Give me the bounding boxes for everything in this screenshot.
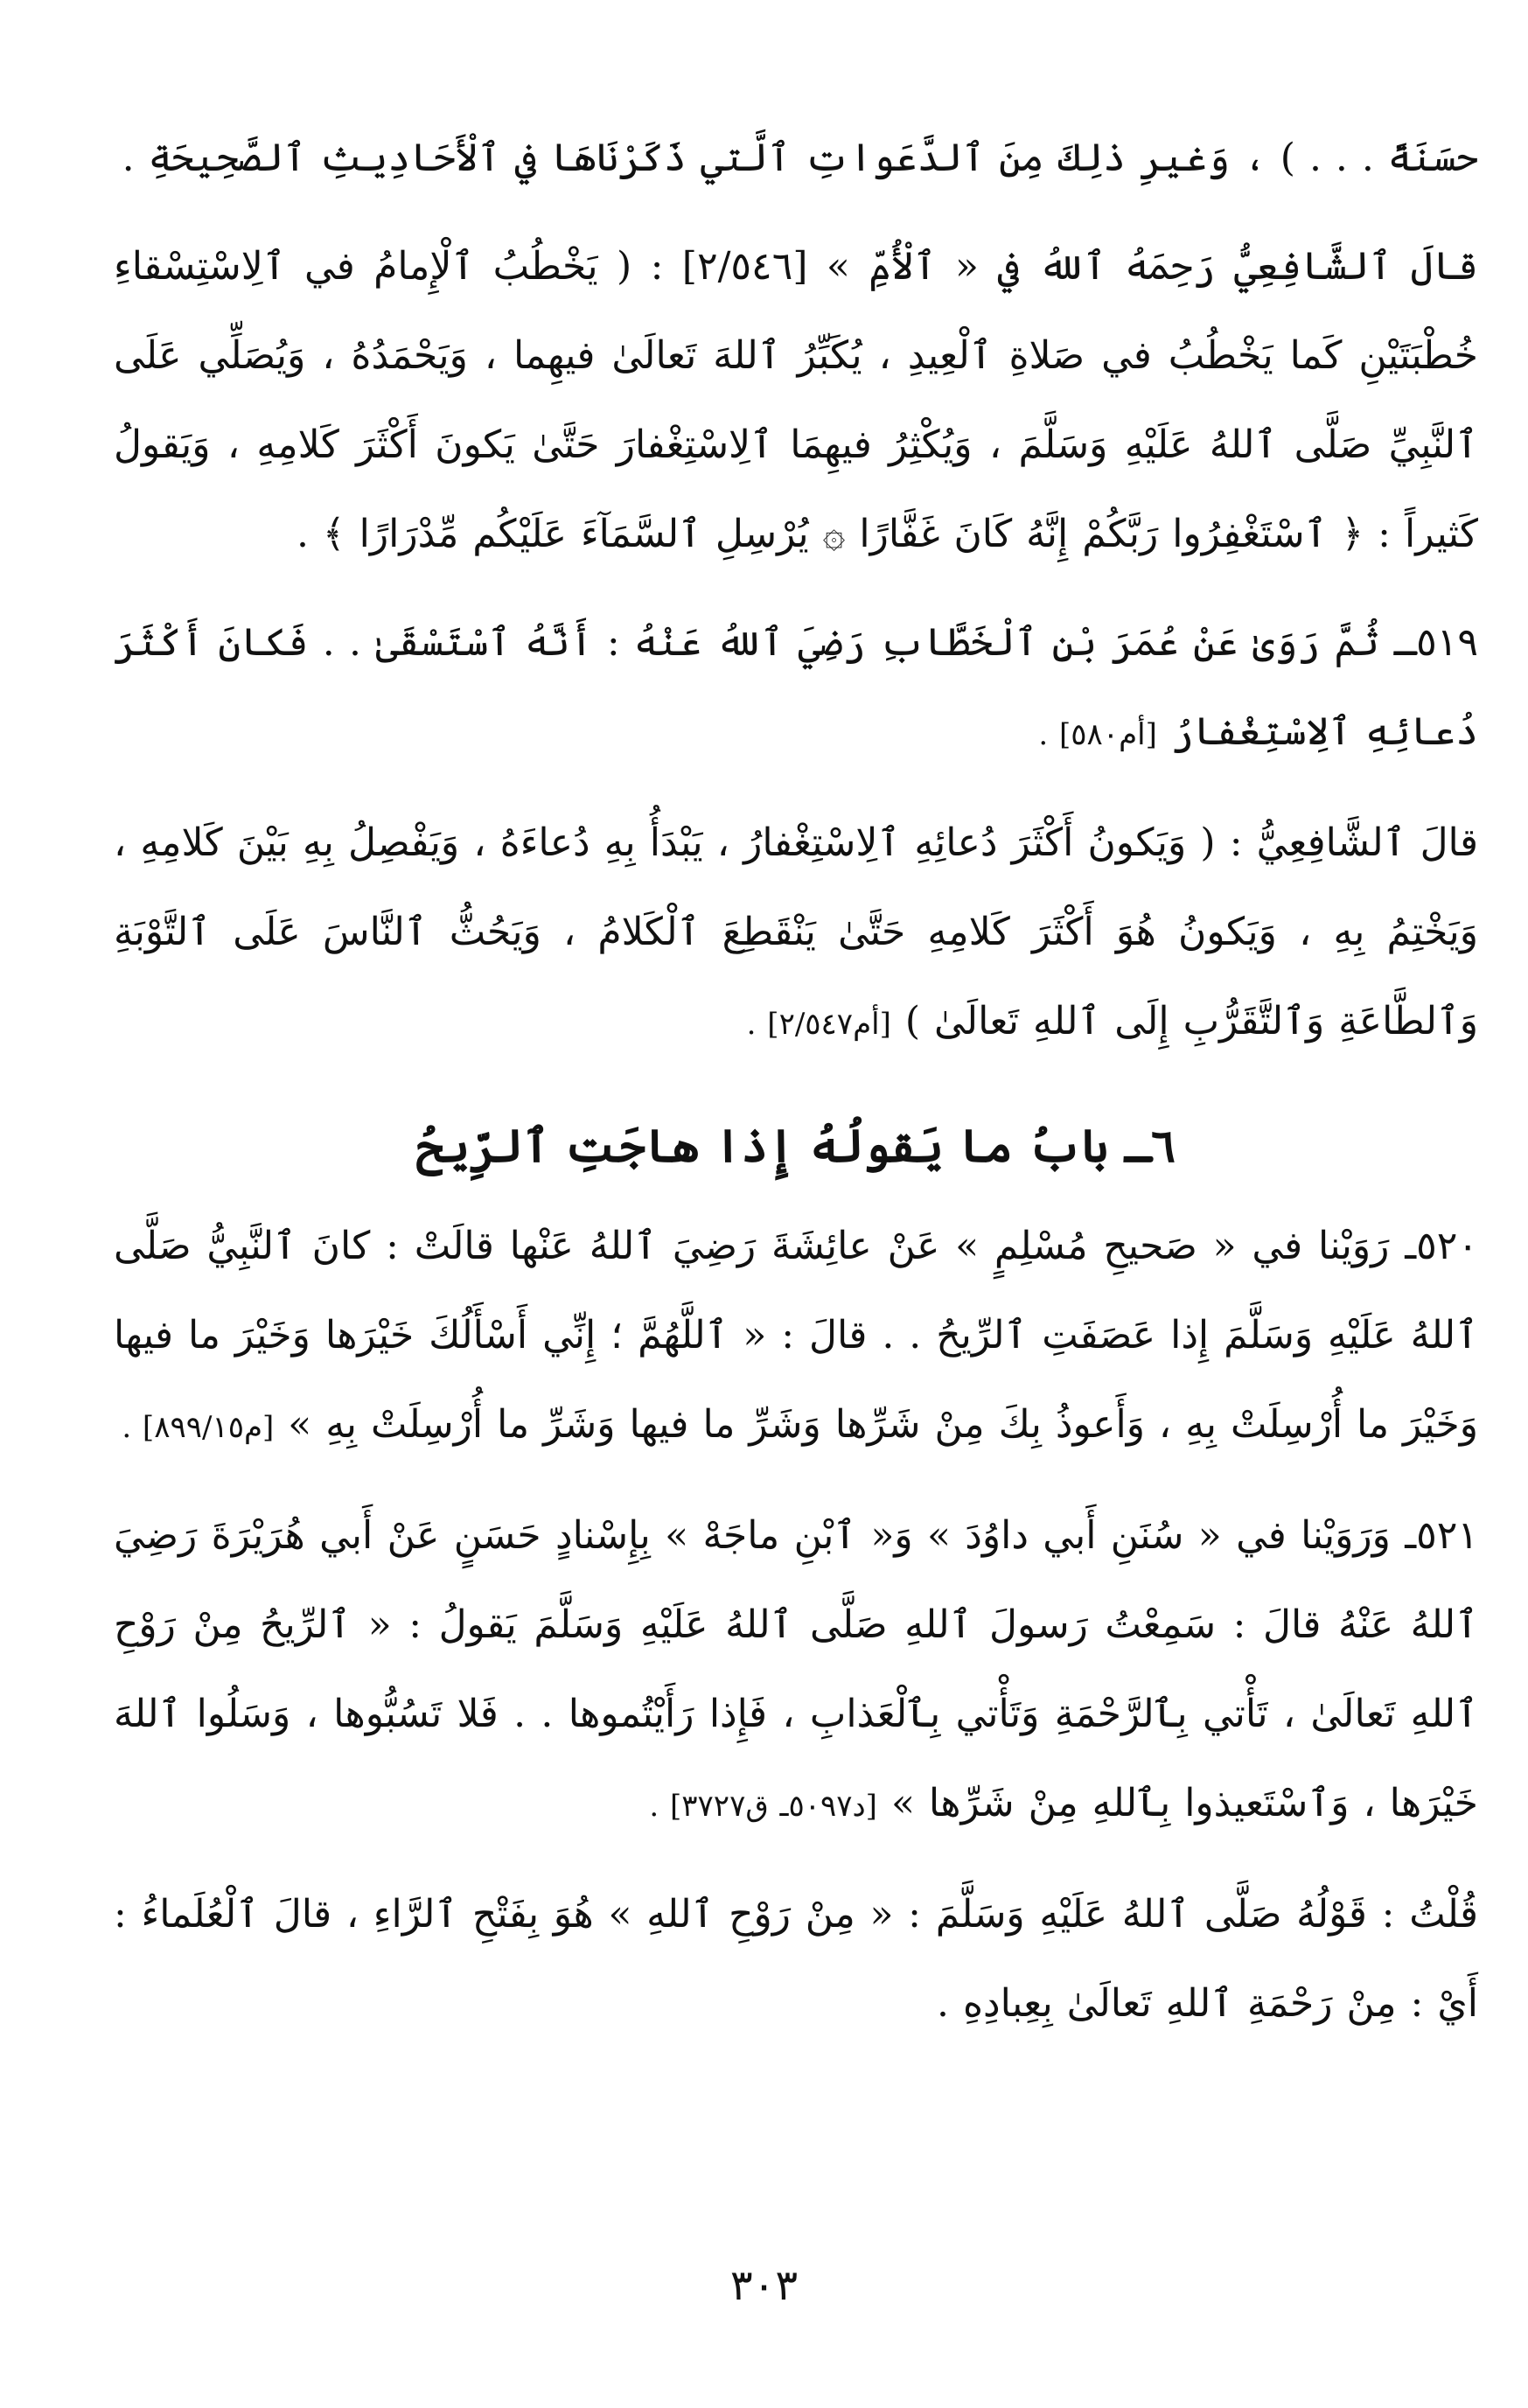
source-reference: [م٨٩٩/١٥] . — [122, 1410, 275, 1445]
paragraph-shafii-quote — [114, 222, 1478, 579]
source-reference: [أم٢/٥٤٧] . — [746, 1007, 891, 1042]
paragraph-text: ٥١٩ـ ثُمَّ رَوَىٰ عَنْ عُمَرَ بْنِ ٱلْخَطَّابِ رَضِيَ ٱللهُ عَنْهُ : أَنَّهُ ٱسْتَسْقَىٰ . . فَكانَ أَكْثَرَ دُعائِهِ ٱلِاسْتِغْفارُ — [114, 620, 1478, 754]
paragraph-text: حسَنَةً . . . ) ، وَغيرِ ذلِكَ مِنَ ٱلدَّعَواتِ ٱلَّتي ذَكَرْنَاهَا في ٱلْأَحَادِيثِ ٱلصَّحِيحَةِ . — [122, 136, 1478, 180]
chapter-heading: ٦ـ بابُ ما يَقولُهُ إِذا هاجَتِ ٱلرِّيحُ — [416, 1120, 1176, 1173]
page-number: ٣٠٣ — [729, 2261, 799, 2310]
hadith-519 — [114, 598, 1478, 779]
source-reference: [أم٥٨٠] . — [1038, 717, 1157, 752]
paragraph-shafii-comment — [114, 799, 1478, 1069]
paragraph-explanation — [114, 1870, 1478, 2049]
paragraph-text: قالَ ٱلشَّافِعِيُّ : ( وَيَكونُ أَكْثَرَ دُعائِهِ ٱلِاسْتِغْفارُ ، يَبْدَأُ بِهِ دُعاءَهُ ، وَيَفْصِلُ بِهِ بَيْنَ كَلامِهِ ، وَيَخْتِمُ بِهِ ، وَيَكونُ هُوَ أَكْثَرَ كَلامِهِ حَتَّىٰ يَنْقَطِعَ ٱلْكَلامُ ، وَيَحُثُّ ٱلنَّاسَ عَلَى ٱلتَّوْبَةِ وَٱلطَّاعَةِ وَٱلتَّقَرُّبِ إِلَى ٱللهِ تَعالَىٰ ) — [114, 820, 1478, 1043]
paragraph-text: قالَ ٱلشَّافِعِيُّ رَحِمَهُ ٱللهُ في « ٱلْأُمِّ » [٢/٥٤٦] : ( يَخْطُبُ ٱلْإِمامُ في ٱلِاسْتِسْقاءِ خُطْبَتَيْنِ كَما يَخْطُبُ في صَلاةِ ٱلْعِيدِ ، يُكَبِّرُ ٱللهَ تَعالَىٰ فيهِما ، وَيَحْمَدُهُ ، وَيُصَلِّي عَلَى ٱلنَّبِيِّ صَلَّى ٱللهُ عَلَيْهِ وَسَلَّمَ ، وَيُكْثِرُ فيهِمَا ٱلِاسْتِغْفارَ حَتَّىٰ يَكونَ أَكْثَرَ كَلامِهِ ، وَيَقولُ كَثيراً : ﴿ ٱسْتَغْفِرُوا رَبَّكُمْ إِنَّهُ كَانَ غَفَّارًا ۞ يُرْسِلِ ٱلسَّمَآءَ عَلَيْكُم مِّدْرَارًا ﴾ . — [114, 244, 1478, 556]
paragraph-continuation — [114, 114, 1478, 203]
hadith-521 — [114, 1491, 1478, 1851]
paragraph-text: ٥٢١ـ وَرَوَيْنا في « سُنَنِ أَبي داوُدَ » وَ« ٱبْنِ ماجَهْ » بِإِسْنادٍ حَسَنٍ عَنْ أَبي هُرَيْرَةَ رَضِيَ ٱللهُ عَنْهُ قالَ : سَمِعْتُ رَسولَ ٱللهِ صَلَّى ٱللهُ عَلَيْهِ وَسَلَّمَ يَقولُ : « ٱلرِّيحُ مِنْ رَوْحِ ٱللهِ تَعالَىٰ ، تَأْتي بِٱلرَّحْمَةِ وَتَأْتي بِٱلْعَذابِ ، فَإِذا رَأَيْتُموها . . فَلا تَسُبُّوها ، وَسَلُوا ٱللهَ خَيْرَها ، وَٱسْتَعيذوا بِٱللهِ مِنْ شَرِّها » — [114, 1513, 1478, 1825]
paragraph-text: ٥٢٠ـ رَوَيْنا في « صَحيحِ مُسْلِمٍ » عَنْ عائِشَةَ رَضِيَ ٱللهُ عَنْها قالَتْ : كانَ ٱلنَّبِيُّ صَلَّى ٱللهُ عَلَيْهِ وَسَلَّمَ إِذا عَصَفَتِ ٱلرِّيحُ . . قالَ : « ٱللَّهُمَّ ؛ إِنِّي أَسْأَلُكَ خَيْرَها وَخَيْرَ ما فيها وَخَيْرَ ما أُرْسِلَتْ بِهِ ، وَأَعوذُ بِكَ مِنْ شَرِّها وَشَرِّ ما فيها وَشَرِّ ما أُرْسِلَتْ بِهِ » — [114, 1224, 1478, 1447]
hadith-520 — [114, 1202, 1478, 1472]
book-page — [114, 114, 1478, 2353]
paragraph-text: قُلْتُ : قَوْلُهُ صَلَّى ٱللهُ عَلَيْهِ وَسَلَّمَ : « مِنْ رَوْحِ ٱللهِ » هُوَ بِفَتْحِ ٱلرَّاءِ ، قالَ ٱلْعُلَماءُ : أَيْ : مِنْ رَحْمَةِ ٱللهِ تَعالَىٰ بِعِبادِهِ . — [114, 1892, 1478, 2026]
source-reference: [د٥٠٩٧ـ ق٣٧٢٧] . — [649, 1789, 877, 1824]
